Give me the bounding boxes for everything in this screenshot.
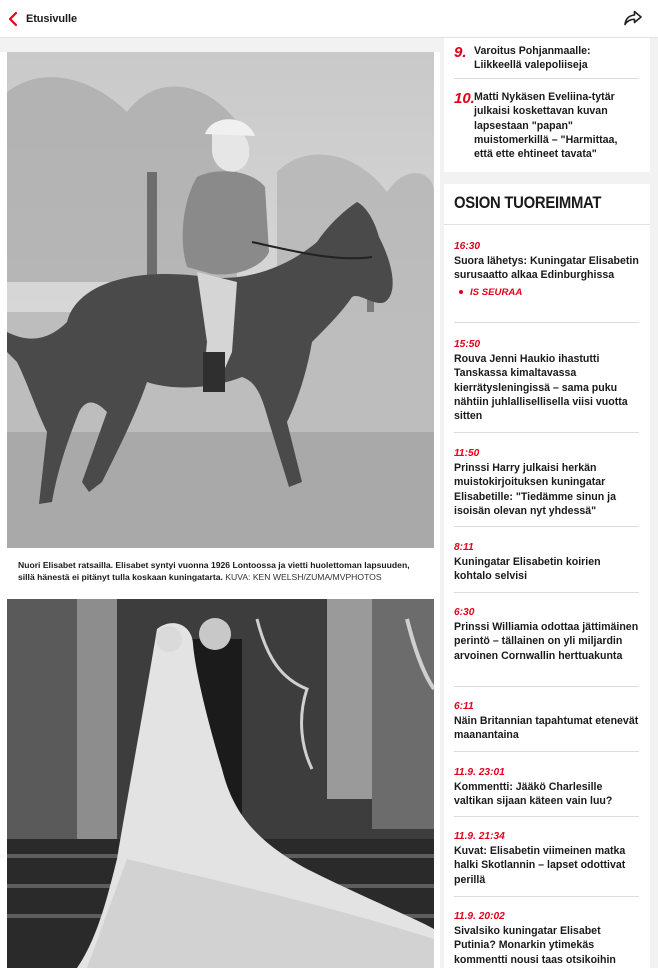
latest-news-box <box>444 184 650 968</box>
latest-news-item[interactable] <box>454 910 639 967</box>
most-read-rank: 9. <box>454 44 467 61</box>
latest-news-item[interactable] <box>454 338 639 423</box>
news-time: 16:30 <box>454 241 481 252</box>
news-title: Rouva Jenni Haukio ihastutti Tanskassa kimaltavassa kierrätysleningissä – sama puku nähtiin juhlallisellisella viisi vuotta sitten <box>454 353 628 423</box>
caption-credit: KUVA: KEN WELSH/ZUMA/MVPHOTOS <box>225 571 382 582</box>
latest-news-item[interactable] <box>454 830 639 887</box>
latest-news-item[interactable] <box>454 240 639 298</box>
news-title: Kuvat: Elisabetin viimeinen matka halki Skotlannin – lapset odottivat perillä <box>454 845 626 886</box>
latest-news-item[interactable] <box>454 606 639 663</box>
article-photo-wedding[interactable] <box>7 599 434 968</box>
back-link-label: Etusivulle <box>26 13 77 25</box>
latest-news-item[interactable] <box>454 700 639 743</box>
news-time: 11.9. 23:01 <box>454 767 505 778</box>
chevron-left-icon <box>6 11 20 27</box>
news-time: 6:11 <box>454 701 474 712</box>
news-time: 15:50 <box>454 339 481 350</box>
news-title: Sivalsiko kuningatar Elisabet Putinia? Monarkin ytimekäs kommentti nousi taas otsikoihin <box>454 925 616 966</box>
top-bar <box>0 0 658 38</box>
news-title: Kommentti: Jääkö Charlesille valtikan sijaan käteen vain luu? <box>454 781 613 808</box>
news-title: Näin Britannian tapahtumat etenevät maanantaina <box>454 715 639 742</box>
latest-heading: OSION TUOREIMMAT <box>454 194 602 212</box>
news-time: 11.9. 20:02 <box>454 911 505 922</box>
latest-news-item[interactable] <box>454 447 639 518</box>
follow-label: IS SEURAA <box>470 286 523 298</box>
news-title: Prinssi Harry julkaisi herkän muistokirjoituksen kuningatar Elisabetille: "Tiedämme sinun ja isoisän olevan nyt yhdessä" <box>454 462 617 517</box>
latest-news-item[interactable] <box>454 766 639 809</box>
news-time: 11:50 <box>454 448 480 459</box>
article-photo-horse[interactable] <box>7 52 434 548</box>
sidebar <box>444 38 650 968</box>
most-read-title: Varoitus Pohjanmaalle: Liikkeellä valepoliiseja <box>474 45 591 72</box>
photo-caption <box>18 560 418 583</box>
article-column <box>0 38 440 968</box>
young-elizabeth-riding-image <box>7 52 434 548</box>
most-read-box <box>444 38 650 172</box>
news-time: 6:30 <box>454 607 475 618</box>
news-time: 8:11 <box>454 542 474 553</box>
caption-text: Nuori Elisabet ratsailla. Elisabet syntyi vuonna 1926 Lontoossa ja vietti huolettoman lapsuuden, sillä hänestä ei pitänyt tulla koskaan kuningatarta. <box>18 560 410 582</box>
news-title: Prinssi Williamia odottaa jättimäinen perintö – tällainen on yli miljardin arvoinen Cornwallin herttuakunta <box>454 621 639 662</box>
back-link[interactable] <box>6 9 77 29</box>
royal-wedding-image <box>7 599 434 968</box>
most-read-title: Matti Nykäsen Eveliina-tytär julkaisi koskettavan kuvan lapsestaan "papan" muistomerkillä – "Harmittaa, että ette ehtineet tavata" <box>474 91 618 161</box>
news-title: Kuningatar Elisabetin koirien kohtalo selvisi <box>454 556 601 583</box>
live-dot-icon <box>459 290 463 294</box>
live-follow-badge[interactable] <box>459 287 639 298</box>
most-read-rank: 10. <box>454 90 475 107</box>
latest-news-item[interactable] <box>454 541 639 584</box>
share-icon[interactable] <box>622 7 644 29</box>
news-time: 11.9. 21:34 <box>454 831 505 842</box>
news-title: Suora lähetys: Kuningatar Elisabetin surusaatto alkaa Edinburghissa <box>454 255 639 282</box>
